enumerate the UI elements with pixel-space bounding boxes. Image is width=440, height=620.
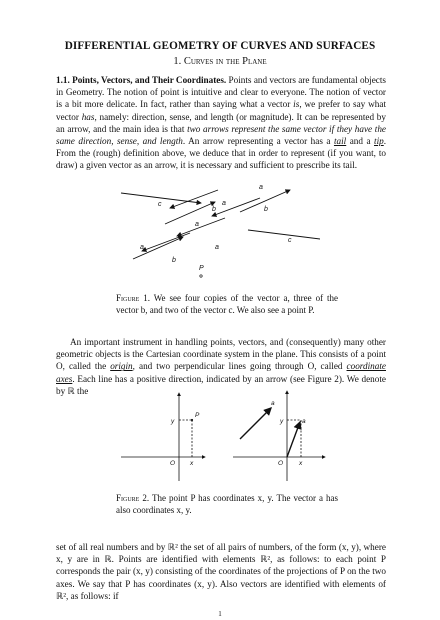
- figure-1-caption: [116, 293, 338, 317]
- label-x: x: [190, 460, 194, 467]
- label-c: c: [288, 237, 292, 244]
- label-b: b: [172, 257, 176, 264]
- page-number: 1: [218, 610, 222, 618]
- caption-text: The point P has coordinates x, y. The vector a has also coordinates x, y.: [116, 493, 338, 515]
- figure-1-vectors: [100, 176, 320, 288]
- text-run: is: [293, 99, 300, 110]
- text-run: has: [81, 111, 95, 122]
- text-run: and a: [346, 136, 375, 147]
- figure-label: Figure 1.: [116, 293, 151, 303]
- label-p: P: [199, 265, 204, 272]
- vector-a-arrow: [142, 233, 190, 251]
- label-b: b: [212, 206, 216, 213]
- label-p: P: [195, 412, 200, 419]
- label-y: y: [171, 418, 175, 425]
- point-p: [191, 419, 193, 421]
- point-p: [200, 275, 202, 277]
- subsection-heading: 1.1. Points, Vectors, and Their Coordinates.: [56, 75, 227, 85]
- paragraph-points-vectors: [56, 74, 386, 172]
- text-run: , and two perpendicular lines going through O, called: [132, 361, 347, 372]
- vector-a-arrow: [212, 198, 260, 216]
- figure-2-coordinates: [113, 385, 333, 485]
- vector-a-arrow: [177, 218, 225, 236]
- label-a: a: [302, 418, 306, 425]
- label-b: b: [264, 206, 268, 213]
- vector-b-arrow: [165, 202, 215, 224]
- text-run: , namely: direction, sense, and length (or magnitude). It can be represented by an arrow, and the main idea is that: [56, 111, 386, 134]
- label-a: a: [259, 184, 263, 191]
- emphasis-text: two arrows represent the same vector if they have the same direction, sense, and length: [56, 123, 386, 147]
- text-run: . Each line has a positive direction, indicated by an arrow (see Figure 2). We denote by ℝ the: [56, 373, 386, 396]
- term-coordinate-axes: coordinate axes: [56, 361, 386, 384]
- section-heading: 1. Curves in the Plane: [173, 56, 267, 67]
- text-run: An important instrument in handling points, vectors, and (consequently) many other geometric objects is the Cartesian coordinate system in the plane. This consists of a point O, called the: [56, 337, 386, 372]
- label-y: y: [280, 418, 284, 425]
- vector-a-arrow: [240, 408, 271, 439]
- term-tip: tip: [374, 136, 384, 147]
- vector-a-arrow: [170, 190, 218, 208]
- label-o: O: [278, 460, 284, 467]
- figure-label: Figure 2.: [116, 493, 150, 503]
- label-a: a: [140, 244, 144, 251]
- caption-text: We see four copies of the vector a, three of the vector b, and two of the vector c. We also see a point P.: [116, 293, 338, 315]
- label-c: c: [158, 201, 162, 208]
- text-run: . From the (rough) definition above, we deduce that in order to represent (if you want, to draw) a given vector as an arrow, it is necessary and sufficient to prescribe its tail.: [56, 136, 387, 171]
- label-a: a: [271, 400, 275, 407]
- vector-c-arrow: [248, 230, 320, 240]
- term-tail: tail: [333, 136, 347, 147]
- vector-a-arrow: [287, 422, 300, 457]
- paper-title: DIFFERENTIAL GEOMETRY OF CURVES AND SURFACES: [64, 40, 376, 52]
- term-origin: origin: [110, 361, 133, 372]
- figure-2-caption: [116, 493, 338, 517]
- text-run: Points and vectors are fundamental objects in Geometry. The notion of point is intuitive and clear to everyone. The notion of vector is a bit more delicate. In fact, rather than saying what a vector: [56, 75, 387, 110]
- paragraph-real-pairs: set of all real numbers and by ℝ² the set of all pairs of numbers, of the form (x, y), where x, y are in ℝ. Points are identified with elements ℝ², as follows: to each point P corresponds the pair (x, y) consisting of the coordinates of the projections of P on the two axes. We say that P has coordinates (x, y). Also vectors are identified with elements of ℝ², as follows: if: [56, 542, 386, 601]
- label-a: a: [215, 244, 219, 251]
- label-o: O: [170, 460, 176, 467]
- label-a: a: [222, 200, 226, 207]
- text-run: , we prefer to say what vector: [56, 99, 386, 122]
- label-a: a: [195, 221, 199, 228]
- text-run: . An arrow representing a vector has a: [182, 136, 334, 147]
- label-x: x: [299, 460, 303, 467]
